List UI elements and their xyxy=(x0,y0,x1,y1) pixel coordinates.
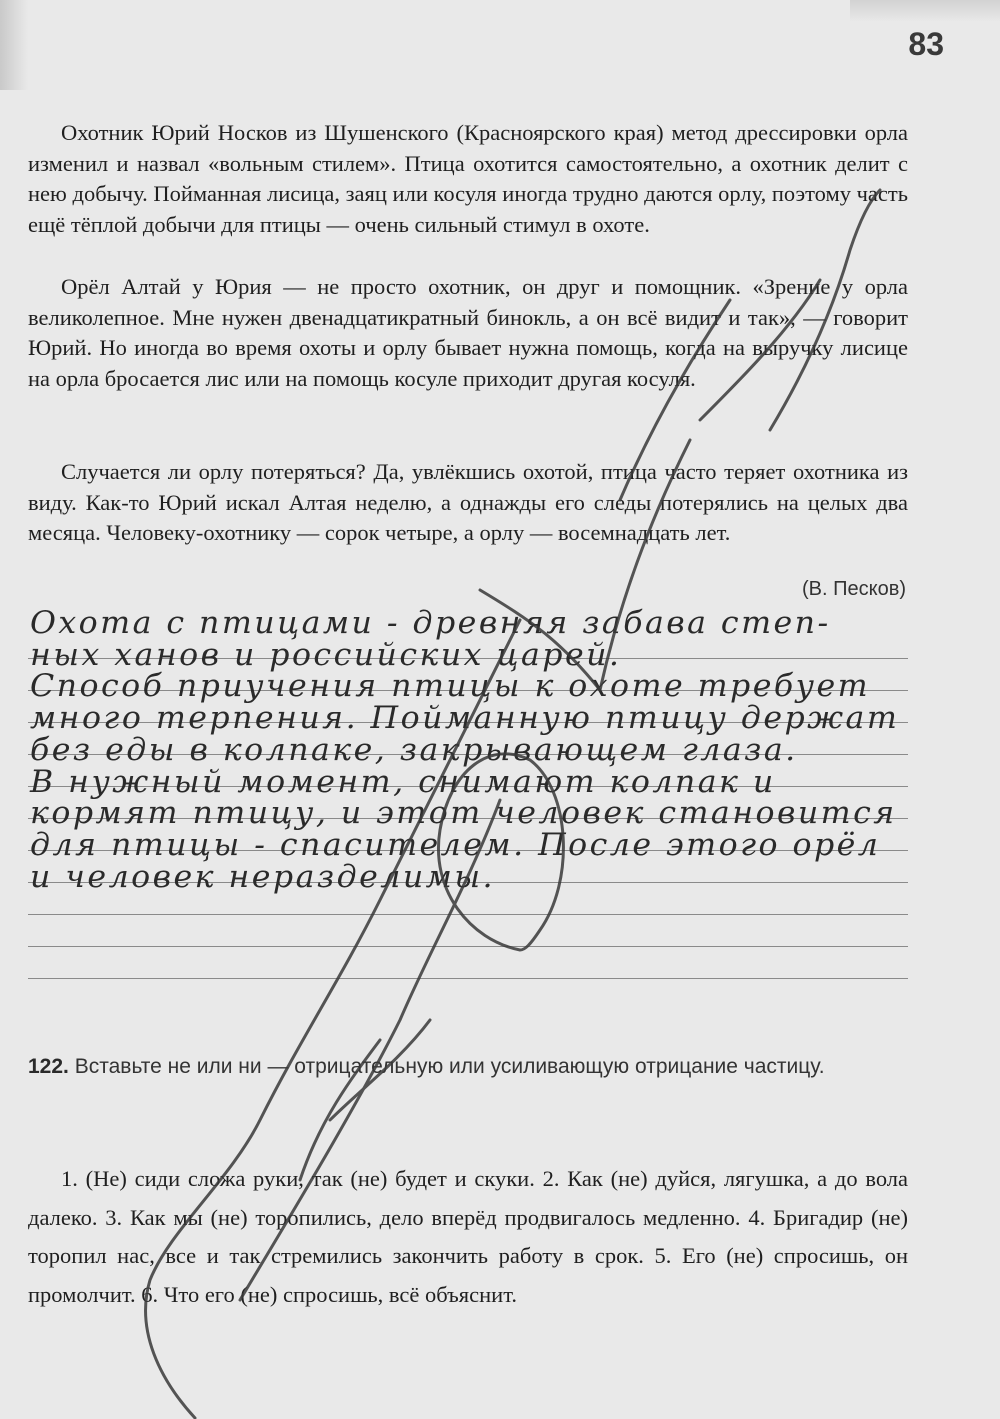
scribble-stroke xyxy=(146,620,520,1418)
exercise-items: 1. (Не) сиди сложа руки, так (не) будет и скуки. 2. Как (не) дуйся, лягушка, а до вола далеко. 3. Как мы (не) торопились, дело вперёд продвигалось медленно. 4. Бригадир (не) торопил нас, все и так стремились закончить работу в срок. 5. Его (не) спросишь, он промолчит. 6. Что его (не) спросишь, всё объяснит. xyxy=(28,1166,908,1307)
scribble-stroke xyxy=(480,440,690,690)
exercise-instruction: Вставьте не или ни — отрицательную или усиливающую отрицание частицу. xyxy=(74,1055,825,1078)
handwritten-line: Способ приучения птицы к охоте требует xyxy=(30,668,871,705)
handwritten-line: ных ханов и российских царей. xyxy=(30,636,622,673)
handwritten-line: В нужный момент, снимают колпак и xyxy=(30,763,776,800)
source-attribution: (В. Песков) xyxy=(802,578,906,600)
handwritten-line: Охота с птицами - древняя забава степ- xyxy=(30,605,831,641)
scribble-stroke xyxy=(438,754,563,950)
page-number: 83 xyxy=(908,26,944,62)
scribble-stroke xyxy=(240,800,500,1300)
scribble-stroke xyxy=(620,280,820,500)
handwritten-line: много терпения. Пойманную птицу держат xyxy=(30,700,900,737)
handwritten-line: кормят птицу, и этот человек становится xyxy=(30,795,897,832)
scribble-stroke xyxy=(300,1020,430,1180)
handwritten-line: и человек неразделимы. xyxy=(30,858,496,895)
paragraph-1: Охотник Юрий Носков из Шушенского (Красноярского края) метод дрессировки орла изменил и назвал «вольным стилем». Птица охотится самостоятельно, а охотник делит с нею добычу. Пойманная лисица, заяц или косуля иногда трудно даются орлу, поэтому часть ещё тёплой добычи для птицы — очень сильный стимул в охоте. xyxy=(28,120,908,237)
paragraph-3: Случается ли орлу потеряться? Да, увлёкшись охотой, птица часто теряет охотника из виду. Как-то Юрий искал Алтая неделю, а однажды его следы потерялись на целых два месяца. Человеку-охотнику — сорок четыре, а орлу — восемнадцать лет. xyxy=(28,459,908,546)
handwritten-line: для птицы - спасителем. После этого орёл xyxy=(30,826,881,863)
scribble-stroke xyxy=(770,190,880,430)
exercise-number: 122. xyxy=(28,1055,69,1078)
handwritten-line: без еды в колпаке, закрывающем глаза. xyxy=(30,731,798,768)
paragraph-2: Орёл Алтай у Юрия — не просто охотник, он друг и помощник. «Зрение у орла великолепное. Мне нужен двенадцатикратный бинокль, а он всё видит и так», — говорит Юрий. Но иногда во время охоты и орлу бывает нужна помощь, когда на выручку лисице на орла бросается лис или на помощь косуле приходит другая косуля. xyxy=(28,274,908,391)
